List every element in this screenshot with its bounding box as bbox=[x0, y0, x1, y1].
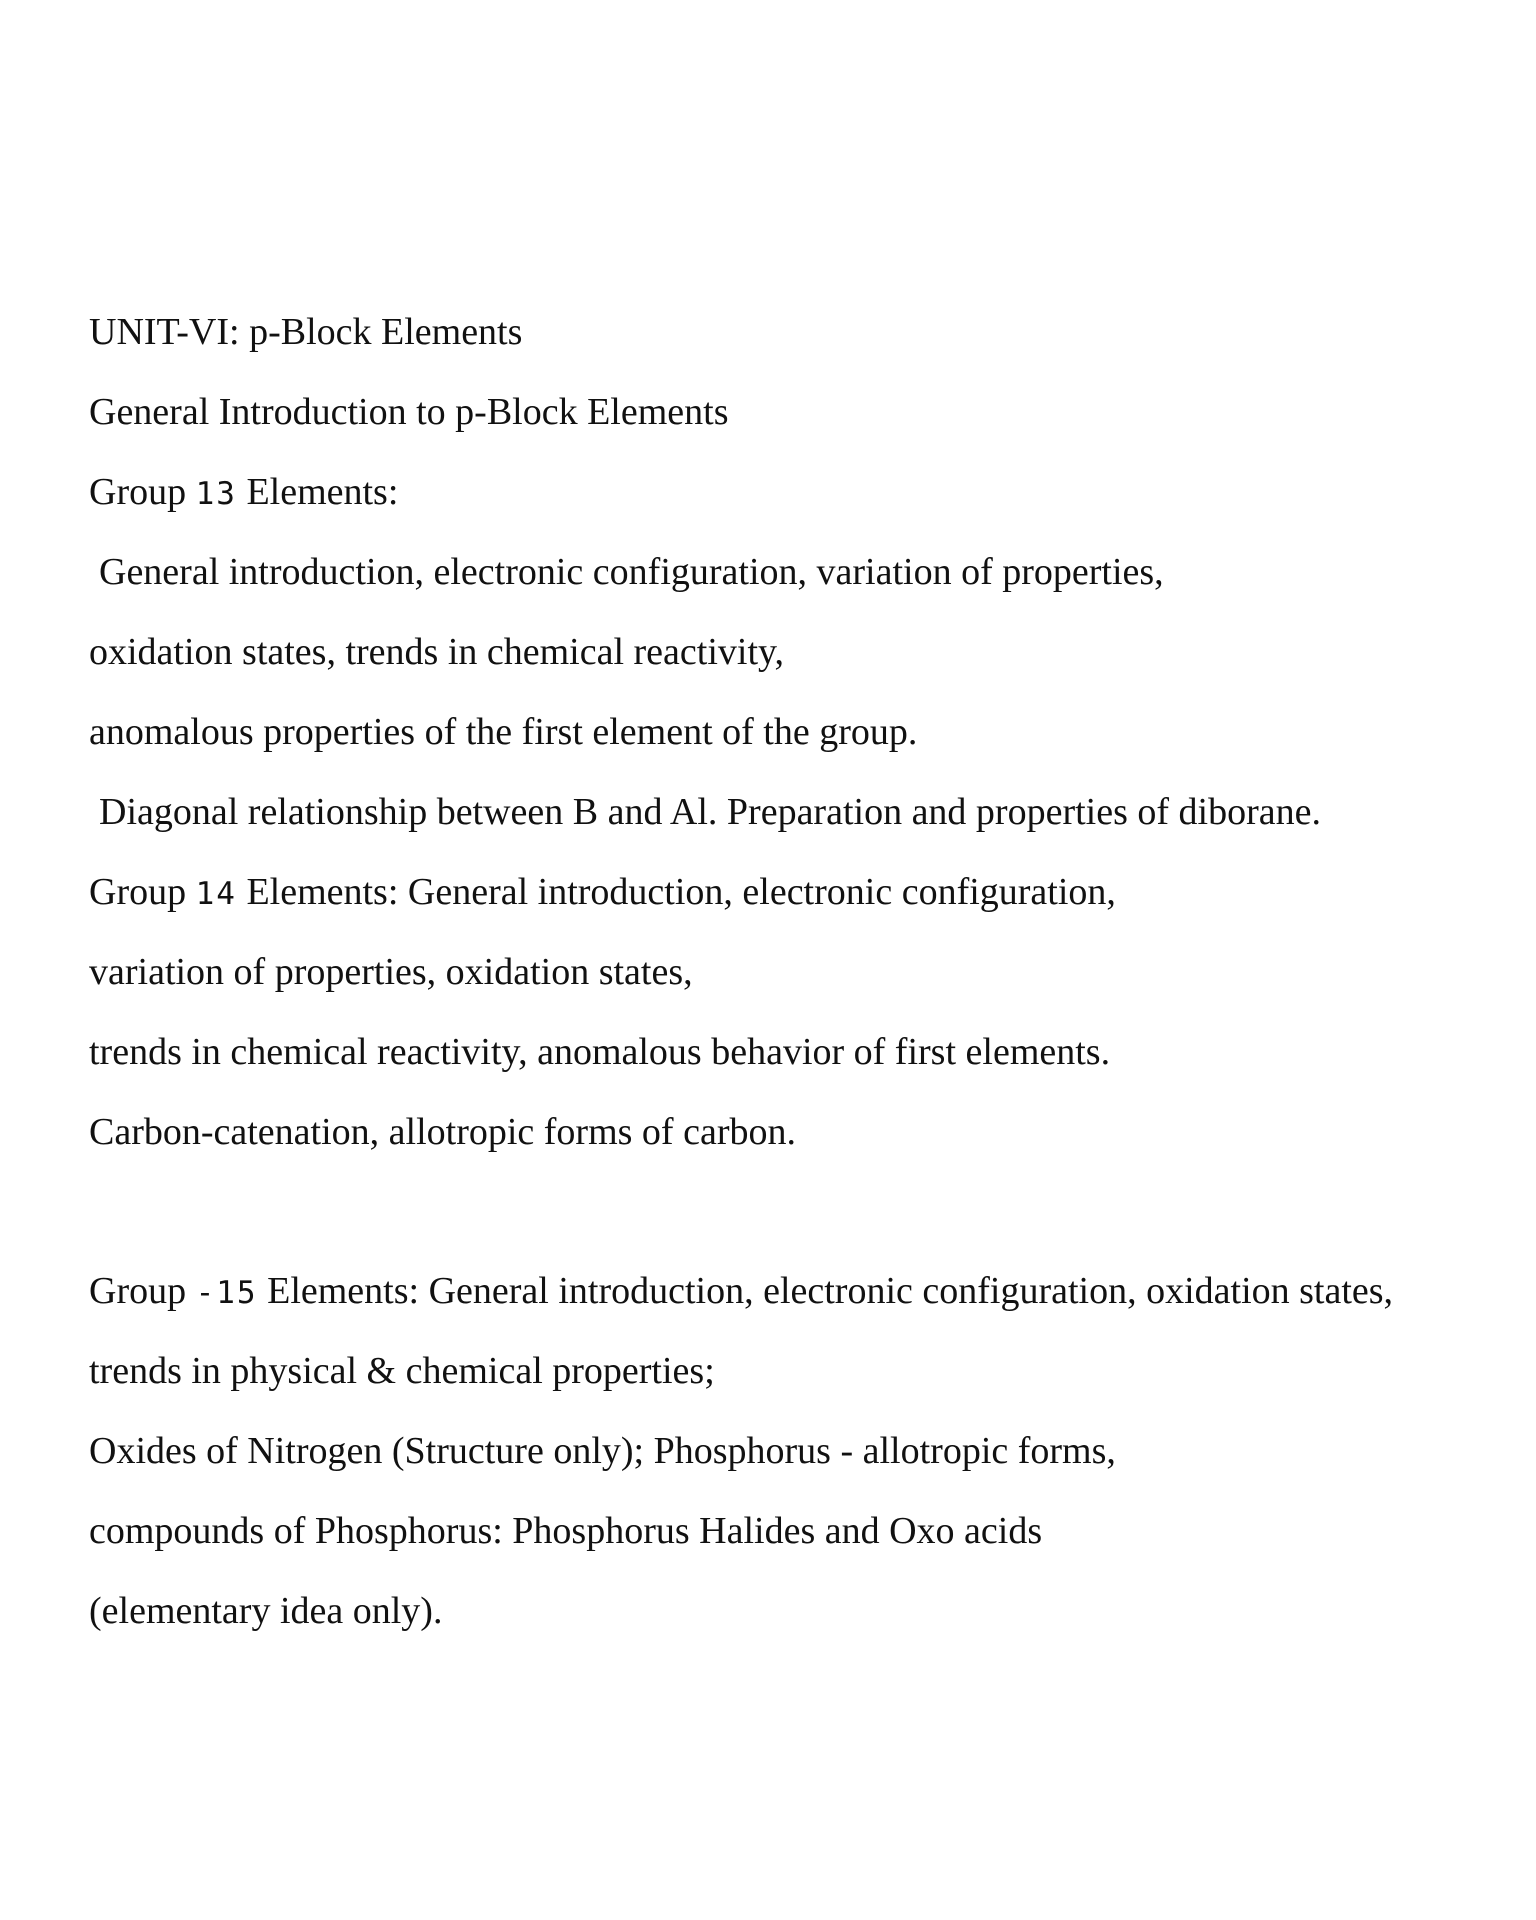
unit-title: UNIT-VI: p-Block Elements bbox=[89, 311, 523, 353]
group-14-line: trends in chemical reactivity, anomalous behavior of first elements. bbox=[89, 1031, 1111, 1073]
group-13-number: 13 bbox=[195, 476, 237, 512]
group-13-line: Diagonal relationship between B and Al. Preparation and properties of diborane. bbox=[99, 791, 1321, 833]
group-15-heading bbox=[89, 1251, 1529, 1331]
group-14-heading bbox=[89, 852, 1529, 932]
group-13-line: General introduction, electronic configuration, variation of properties, bbox=[99, 551, 1164, 593]
group-14-heading-suffix: Elements: General introduction, electronic configuration, bbox=[236, 871, 1116, 913]
group-15-heading-prefix: Group bbox=[89, 1270, 196, 1312]
intro-heading: General Introduction to p-Block Elements bbox=[89, 391, 729, 433]
group-15-line: (elementary idea only). bbox=[89, 1590, 443, 1632]
group-15-heading-suffix: Elements: General introduction, electronic configuration, oxidation states, bbox=[257, 1270, 1394, 1312]
group-13-line: anomalous properties of the first element of the group. bbox=[89, 711, 918, 753]
group-13-heading bbox=[89, 452, 1529, 532]
group-15-number: -15 bbox=[195, 1275, 258, 1311]
group-15-line: trends in physical & chemical properties; bbox=[89, 1350, 715, 1392]
group-15-line: compounds of Phosphorus: Phosphorus Halides and Oxo acids bbox=[89, 1510, 1043, 1552]
group-14-line: variation of properties, oxidation states, bbox=[89, 951, 693, 993]
group-15-line: Oxides of Nitrogen (Structure only); Phosphorus - allotropic forms, bbox=[89, 1430, 1116, 1472]
group-13-heading-suffix: Elements: bbox=[236, 471, 399, 513]
document-body bbox=[89, 292, 1529, 1651]
section-gap bbox=[89, 1172, 1529, 1251]
group-13-line: oxidation states, trends in chemical reactivity, bbox=[89, 631, 785, 673]
group-13-heading-prefix: Group bbox=[89, 471, 196, 513]
group-14-number: 14 bbox=[195, 876, 237, 912]
group-14-heading-prefix: Group bbox=[89, 871, 196, 913]
group-14-line: Carbon-catenation, allotropic forms of carbon. bbox=[89, 1111, 796, 1153]
